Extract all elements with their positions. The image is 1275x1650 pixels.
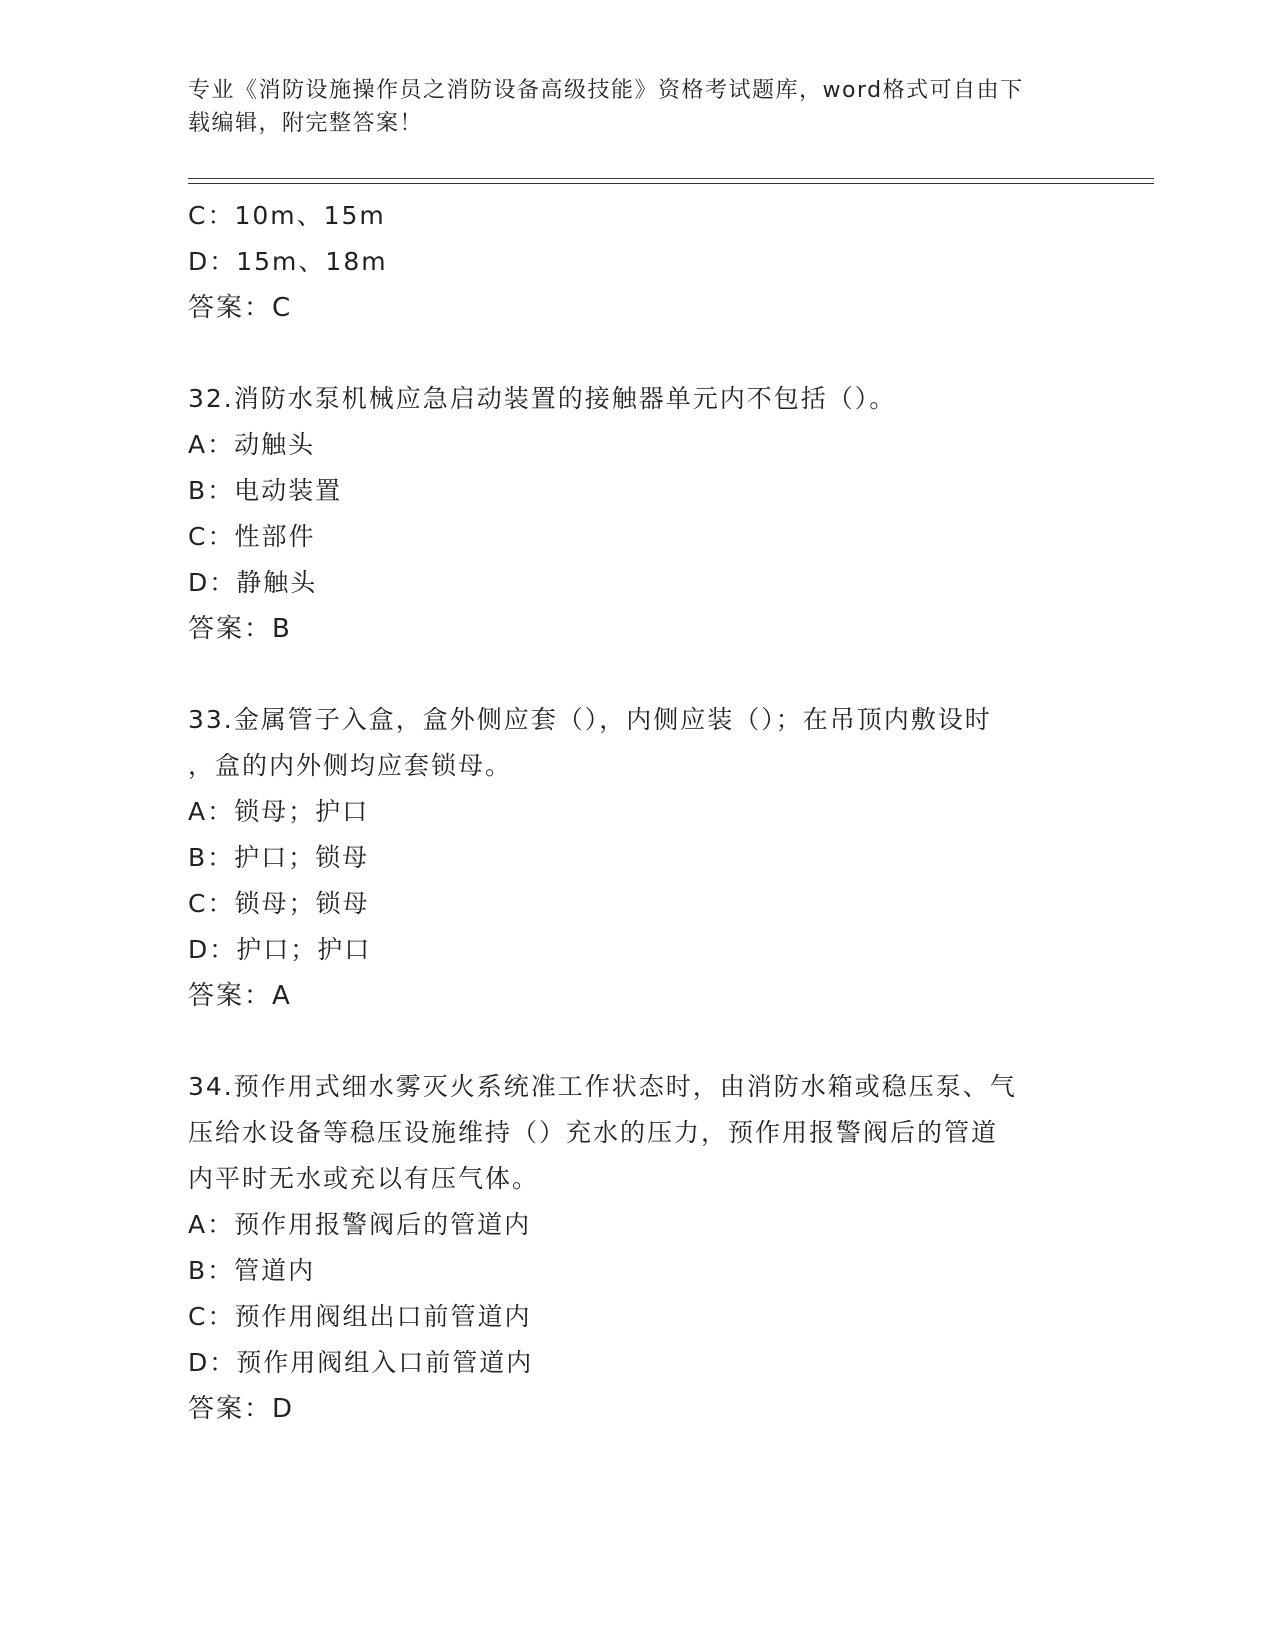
- question-stem: 33.金属管子入盒，盒外侧应套（），内侧应装（）；在吊顶内敷设时: [188, 705, 992, 734]
- question-stem: 34.预作用式细水雾灭火系统准工作状态时，由消防水箱或稳压泵、气: [188, 1072, 1017, 1101]
- option-d: D：预作用阀组入口前管道内: [188, 1348, 534, 1377]
- question-stem-continued: ，盒的内外侧均应套锁母。: [188, 751, 513, 780]
- option-b: B：护口；锁母: [188, 843, 370, 872]
- option-c: C：性部件: [188, 522, 316, 551]
- header-divider-top: [188, 178, 1154, 179]
- answer-line: 答案：C: [188, 293, 293, 323]
- header-line-2: 载编辑，附完整答案！: [188, 111, 424, 136]
- question-stem-continued: 压给水设备等稳压设施维持（）充水的压力，预作用报警阀后的管道: [188, 1118, 999, 1147]
- question-33: [188, 697, 1088, 1019]
- option-c: C：预作用阀组出口前管道内: [188, 1302, 532, 1331]
- answer-line: 答案：D: [188, 1394, 295, 1424]
- option-a: A：预作用报警阀后的管道内: [188, 1210, 532, 1239]
- option-b: B：管道内: [188, 1256, 316, 1285]
- answer-line: 答案：A: [188, 981, 292, 1011]
- option-b: B：电动装置: [188, 476, 343, 505]
- document-header: [188, 74, 1068, 140]
- question-list: [188, 193, 1088, 1432]
- option-c: C：锁母；锁母: [188, 889, 370, 918]
- question-34: [188, 1064, 1088, 1432]
- option-d: D：护口；护口: [188, 935, 372, 964]
- header-divider-bottom: [188, 183, 1154, 184]
- option-a: A：锁母；护口: [188, 797, 370, 826]
- header-line-1: 专业《消防设施操作员之消防设备高级技能》资格考试题库，word格式可自由下: [188, 78, 1024, 103]
- answer-line: 答案：B: [188, 614, 292, 644]
- previous-question-tail: [188, 193, 1088, 331]
- question-stem: 32.消防水泵机械应急启动装置的接触器单元内不包括（）。: [188, 384, 897, 413]
- option-d: D：静触头: [188, 568, 318, 597]
- option-a: A：动触头: [188, 430, 316, 459]
- option-c: C：10m、15m: [188, 201, 386, 230]
- option-d: D：15m、18m: [188, 247, 388, 276]
- question-32: [188, 376, 1088, 652]
- question-stem-continued: 内平时无水或充以有压气体。: [188, 1164, 540, 1193]
